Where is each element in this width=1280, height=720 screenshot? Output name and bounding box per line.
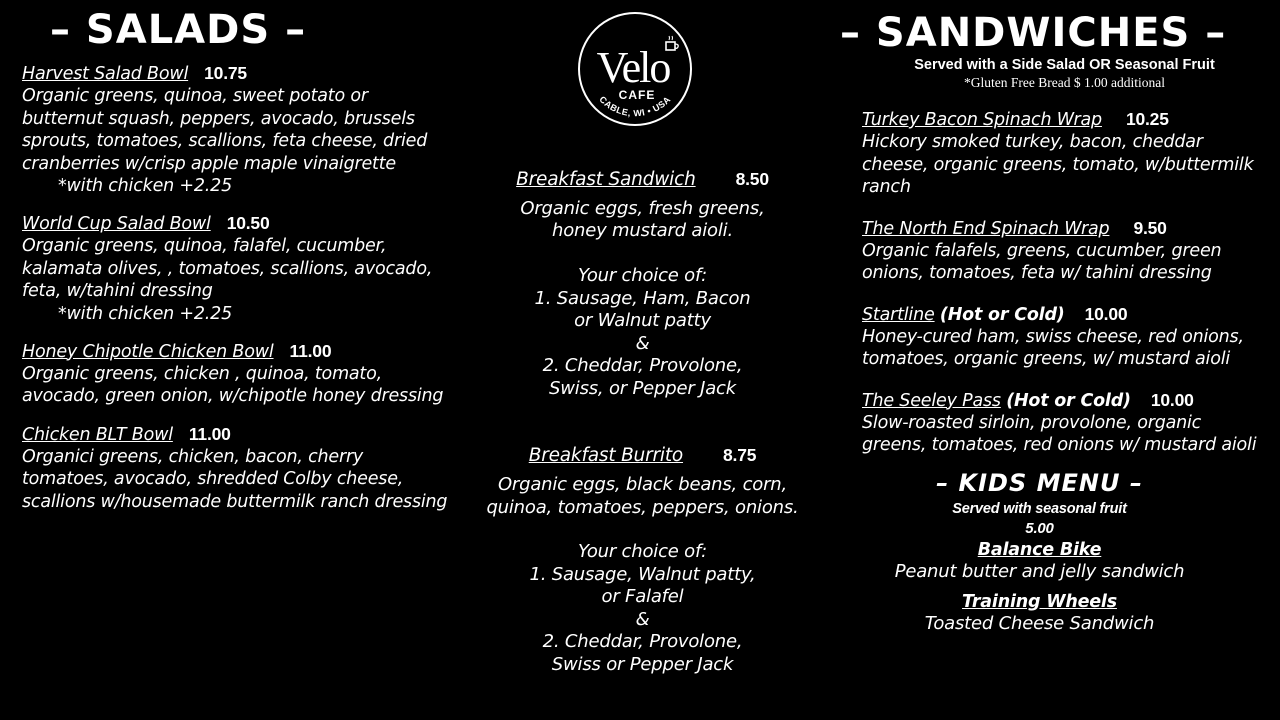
breakfast-burrito-choice: 2. Cheddar, Provolone,	[542, 631, 743, 652]
breakfast-burrito-choice: or Falafel	[601, 586, 684, 607]
salad-name: World Cup Salad Bowl	[22, 214, 211, 234]
salad-addon: *with chicken +2.25	[58, 303, 233, 324]
logo-location: CABLE, WI • USA	[597, 94, 673, 119]
salad-description: Organic greens, quinoa, sweet potato or butternut squash, peppers, avocado, brussels sprouts, tomatoes, scallions, feta cheese, dried cranberries w/crisp apple maple vinaigrette	[22, 86, 428, 174]
kids-menu	[862, 469, 1217, 635]
sandwich-description: Slow-roasted sirloin, provolone, organic greens, tomatoes, red onions w/ mustard aioli	[862, 412, 1257, 455]
kids-item-name: Training Wheels	[962, 591, 1117, 612]
salad-item	[22, 340, 452, 408]
salad-name: Chicken BLT Bowl	[22, 424, 173, 445]
salad-price: 10.75	[204, 63, 247, 83]
logo-name: Velo	[596, 43, 670, 92]
breakfast-burrito-desc-line: quinoa, tomatoes, peppers, onions.	[486, 496, 799, 518]
sandwich-name: The North End Spinach Wrap	[862, 218, 1110, 239]
salad-addon: *with chicken +2.25	[58, 176, 233, 196]
sandwich-item	[862, 303, 1267, 371]
kids-item-description: Peanut butter and jelly sandwich	[894, 560, 1185, 582]
kids-item-name: Balance Bike	[977, 539, 1102, 560]
sandwiches-subtitle: Served with a Side Salad OR Seasonal Fruit	[914, 57, 1215, 73]
sandwich-item	[862, 108, 1267, 199]
sandwich-item	[862, 217, 1267, 285]
velo-cafe-logo	[570, 10, 700, 128]
sandwich-price: 10.00	[1150, 389, 1194, 410]
sandwich-name: The Seeley Pass	[862, 390, 1001, 411]
sandwich-item	[862, 389, 1267, 457]
salads-title: – SALADS –	[50, 7, 307, 53]
breakfast-sandwich-choice: 1. Sausage, Ham, Bacon	[534, 287, 751, 309]
salad-item	[22, 212, 452, 325]
kids-item-description: Toasted Cheese Sandwich	[924, 612, 1155, 634]
salad-name: Honey Chipotle Chicken Bowl	[22, 341, 274, 362]
breakfast-sandwich-choice: 2. Cheddar, Provolone,	[542, 355, 743, 376]
salad-item	[22, 62, 452, 197]
salad-price: 11.00	[289, 340, 332, 361]
sandwich-name-suffix: (Hot or Cold)	[939, 304, 1065, 325]
sandwich-description: Hickory smoked turkey, bacon, cheddar cheese, organic greens, tomato, w/buttermilk ranch	[862, 132, 1254, 197]
breakfast-burrito-choice: Swiss or Pepper Jack	[551, 653, 734, 675]
breakfast-burrito	[470, 444, 815, 676]
salad-description: Organic greens, quinoa, falafel, cucumber, kalamata olives, , tomatoes, scallions, avocado, feta, w/tahini dressing	[22, 236, 433, 301]
breakfast-sandwich-choice: or Walnut patty	[574, 310, 711, 331]
breakfast-sandwich-choice: Swiss, or Pepper Jack	[549, 377, 736, 399]
breakfast-sandwich-name: Breakfast Sandwich	[516, 169, 696, 190]
sandwich-description: Organic falafels, greens, cucumber, green onions, tomatoes, feta w/ tahini dressing	[862, 240, 1222, 283]
breakfast-burrito-desc-line: Organic eggs, black beans, corn,	[497, 474, 788, 495]
sandwiches-title: – SANDWICHES –	[840, 10, 1227, 56]
breakfast-sandwich-desc-line: honey mustard aioli.	[551, 220, 733, 241]
sandwich-name-suffix: (Hot or Cold)	[1006, 390, 1131, 411]
breakfast-sandwich	[470, 168, 815, 400]
breakfast-burrito-choice: 1. Sausage, Walnut patty,	[529, 563, 756, 585]
sandwich-price: 9.50	[1133, 217, 1167, 238]
breakfast-burrito-choice: Your choice of:	[578, 541, 707, 562]
breakfast-burrito-name: Breakfast Burrito	[528, 445, 684, 466]
sandwich-name: Turkey Bacon Spinach Wrap	[862, 110, 1102, 130]
salad-price: 11.00	[188, 423, 231, 444]
sandwich-name: Startline	[862, 304, 935, 325]
sandwich-price: 10.00	[1084, 303, 1128, 324]
breakfast-sandwich-choice: Your choice of:	[578, 265, 707, 286]
salad-price: 10.50	[226, 213, 270, 233]
breakfast-burrito-price: 8.75	[723, 445, 757, 465]
kids-menu-title: – KIDS MENU –	[936, 468, 1143, 497]
breakfast-sandwich-desc-line: Organic eggs, fresh greens,	[520, 198, 765, 219]
sandwiches-column	[862, 108, 1267, 635]
sandwich-description: Honey-cured ham, swiss cheese, red onions, tomatoes, organic greens, w/ mustard aioli	[862, 326, 1244, 369]
kids-menu-note: Served with seasonal fruit	[952, 500, 1127, 517]
salads-column	[22, 62, 452, 528]
logo-sub: CAFE	[618, 88, 656, 102]
breakfast-burrito-choice: &	[635, 608, 650, 630]
breakfast-sandwich-price: 8.50	[735, 169, 769, 189]
breakfast-sandwich-choice: &	[635, 332, 650, 354]
sandwich-price: 10.25	[1125, 109, 1169, 129]
kids-menu-price: 5.00	[1025, 519, 1054, 537]
gluten-free-note: *Gluten Free Bread $ 1.00 additional	[964, 75, 1165, 90]
salad-description: Organici greens, chicken, bacon, cherry tomatoes, avocado, shredded Colby cheese, scallions w/housemade buttermilk ranch dressing	[22, 446, 448, 512]
sandwiches-subtitle-block	[862, 56, 1267, 92]
salad-name: Harvest Salad Bowl	[22, 64, 189, 84]
salad-description: Organic greens, chicken , quinoa, tomato, avocado, green onion, w/chipotle honey dressing	[22, 363, 444, 406]
salad-item	[22, 423, 452, 514]
